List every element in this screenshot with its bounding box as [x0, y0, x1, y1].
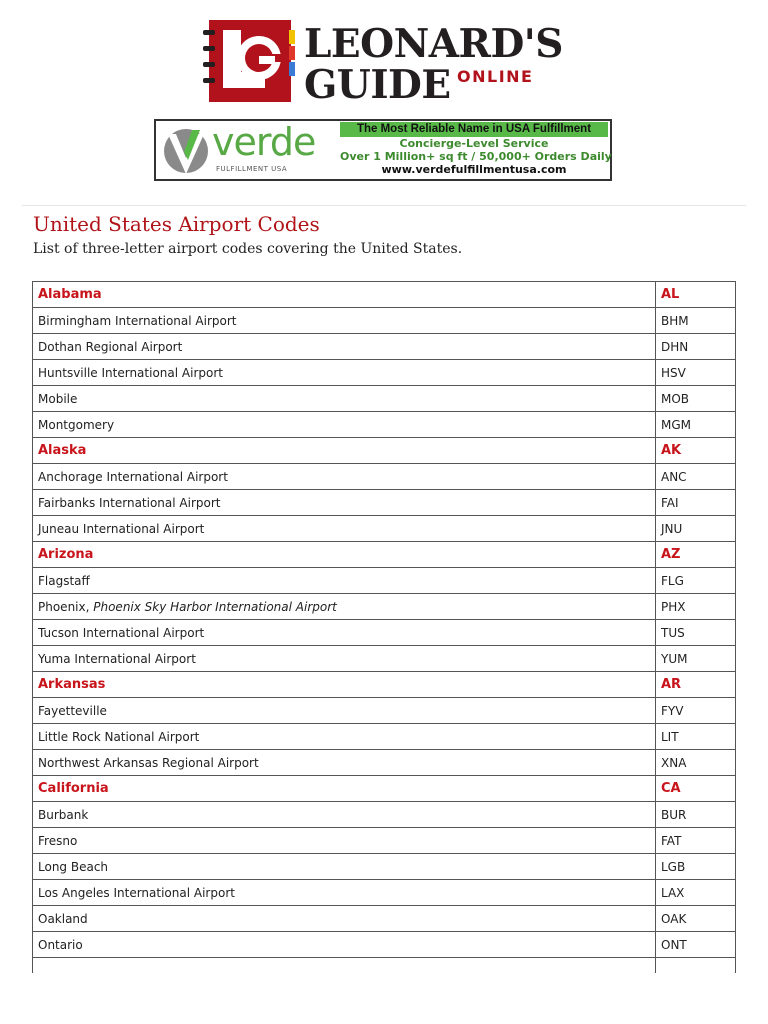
- table-row: [33, 516, 736, 542]
- state-code-cell: AR: [656, 672, 736, 698]
- airport-name-cell: [33, 854, 656, 880]
- table-row: [33, 620, 736, 646]
- airport-code-cell: JNU: [656, 516, 736, 542]
- verde-ad-banner[interactable]: [154, 119, 612, 181]
- airport-code-cell: LAX: [656, 880, 736, 906]
- airport-name-cell: [33, 334, 656, 360]
- airport-name-cell: [33, 568, 656, 594]
- airport-name: Fairbanks International Airport: [38, 495, 221, 510]
- airport-name-cell: [33, 724, 656, 750]
- airport-code-cell: LIT: [656, 724, 736, 750]
- table-row: [33, 568, 736, 594]
- state-name-cell: [33, 672, 656, 698]
- state-header-row: [33, 438, 736, 464]
- table-row: [33, 412, 736, 438]
- table-row: [33, 334, 736, 360]
- table-row: [33, 464, 736, 490]
- table-row: [33, 750, 736, 776]
- ad-line-1: Concierge-Level Service: [399, 137, 549, 150]
- logo-line-1: LEONARD'S: [304, 21, 563, 67]
- state-code-cell: CA: [656, 776, 736, 802]
- page-description: List of three-letter airport codes covering the United States.: [33, 241, 463, 257]
- airport-name: Mobile: [38, 391, 78, 406]
- airport-code-cell: FYV: [656, 698, 736, 724]
- state-name-cell: [33, 776, 656, 802]
- airport-name: Tucson International Airport: [38, 625, 205, 640]
- table-row: [33, 594, 736, 620]
- verde-sub: FULFILLMENT USA: [216, 165, 288, 173]
- state-name: Arkansas: [38, 677, 106, 692]
- state-header-row: [33, 672, 736, 698]
- verde-ad-text: [340, 122, 612, 178]
- state-name: Alabama: [38, 287, 102, 302]
- airport-name: Huntsville International Airport: [38, 365, 223, 380]
- table-row: [33, 360, 736, 386]
- state-header-row: [33, 542, 736, 568]
- airport-name-cell: [33, 490, 656, 516]
- verde-logo: [160, 120, 338, 179]
- site-logo[interactable]: [203, 18, 573, 106]
- table-row: [33, 854, 736, 880]
- airport-name: Fayetteville: [38, 703, 107, 718]
- airport-code-cell: XNA: [656, 750, 736, 776]
- airport-name: Ontario: [38, 937, 83, 952]
- table-row: [33, 802, 736, 828]
- airport-name-cell: [33, 828, 656, 854]
- state-name: Alaska: [38, 443, 87, 458]
- airport-name: Flagstaff: [38, 573, 90, 588]
- airport-name: Phoenix,: [38, 599, 94, 614]
- airport-name-cell: [33, 698, 656, 724]
- airport-name: Anchorage International Airport: [38, 469, 228, 484]
- airport-code-cell: HSV: [656, 360, 736, 386]
- table-row: [33, 958, 736, 974]
- airport-name-cell: [33, 880, 656, 906]
- airport-code-cell: BUR: [656, 802, 736, 828]
- airport-code-cell: MGM: [656, 412, 736, 438]
- airport-code-cell: PHX: [656, 594, 736, 620]
- ad-headline: The Most Reliable Name in USA Fulfillment: [340, 122, 608, 137]
- ad-line-2: Over 1 Million+ sq ft / 50,000+ Orders Daily: [340, 150, 612, 163]
- table-row: [33, 724, 736, 750]
- state-name-cell: [33, 282, 656, 308]
- state-name-cell: [33, 542, 656, 568]
- airport-name-cell: [33, 386, 656, 412]
- airport-name: Birmingham International Airport: [38, 313, 237, 328]
- airport-codes-table-wrapper: [32, 281, 736, 973]
- airport-alt-name: Phoenix Sky Harbor International Airport: [93, 599, 337, 614]
- airport-name-cell: [33, 516, 656, 542]
- page-title: United States Airport Codes: [33, 212, 320, 236]
- airport-name-cell: [33, 906, 656, 932]
- airport-codes-table-body: [33, 282, 736, 974]
- airport-code-cell: MOB: [656, 386, 736, 412]
- airport-code-cell: ONT: [656, 932, 736, 958]
- airport-name-cell: [33, 594, 656, 620]
- state-code-cell: AZ: [656, 542, 736, 568]
- airport-name-cell: [33, 620, 656, 646]
- airport-name: Northwest Arkansas Regional Airport: [38, 755, 259, 770]
- airport-name-cell: [33, 646, 656, 672]
- state-code-cell: AK: [656, 438, 736, 464]
- table-row: [33, 932, 736, 958]
- airport-name: Dothan Regional Airport: [38, 339, 183, 354]
- table-row: [33, 386, 736, 412]
- lg-monogram-icon: [203, 20, 295, 102]
- airport-name: Little Rock National Airport: [38, 729, 200, 744]
- airport-name-cell: [33, 750, 656, 776]
- airport-code-cell: LGB: [656, 854, 736, 880]
- state-code-cell: AL: [656, 282, 736, 308]
- airport-code-cell: [656, 958, 736, 974]
- airport-name-cell: [33, 360, 656, 386]
- airport-code-cell: FAT: [656, 828, 736, 854]
- table-row: [33, 490, 736, 516]
- airport-name-cell: [33, 412, 656, 438]
- verde-v-icon: [162, 124, 212, 178]
- state-name-cell: [33, 438, 656, 464]
- verde-brand: verde: [212, 120, 316, 164]
- airport-code-cell: ANC: [656, 464, 736, 490]
- table-row: [33, 828, 736, 854]
- airport-code-cell: FLG: [656, 568, 736, 594]
- table-row: [33, 880, 736, 906]
- airport-codes-table: [32, 281, 736, 973]
- airport-name: Burbank: [38, 807, 89, 822]
- state-name: Arizona: [38, 547, 94, 562]
- airport-name: Long Beach: [38, 859, 109, 874]
- airport-name-cell: [33, 464, 656, 490]
- airport-code-cell: FAI: [656, 490, 736, 516]
- airport-name: Yuma International Airport: [38, 651, 196, 666]
- table-row: [33, 646, 736, 672]
- state-name: California: [38, 781, 109, 796]
- airport-name-cell: [33, 308, 656, 334]
- airport-name-cell: [33, 958, 656, 974]
- airport-name: Juneau International Airport: [38, 521, 205, 536]
- table-row: [33, 906, 736, 932]
- airport-code-cell: BHM: [656, 308, 736, 334]
- airport-name-cell: [33, 802, 656, 828]
- airport-code-cell: DHN: [656, 334, 736, 360]
- logo-line-2: GUIDE: [304, 62, 451, 108]
- airport-name: Oakland: [38, 911, 88, 926]
- ad-url: www.verdefulfillmentusa.com: [381, 163, 567, 176]
- airport-name-cell: [33, 932, 656, 958]
- airport-name: Montgomery: [38, 417, 115, 432]
- airport-name: Fresno: [38, 833, 78, 848]
- header-divider: [22, 205, 746, 206]
- airport-code-cell: OAK: [656, 906, 736, 932]
- airport-code-cell: YUM: [656, 646, 736, 672]
- state-header-row: [33, 776, 736, 802]
- airport-name: Los Angeles International Airport: [38, 885, 235, 900]
- state-header-row: [33, 282, 736, 308]
- logo-online-tag: ONLINE: [457, 67, 534, 86]
- airport-code-cell: TUS: [656, 620, 736, 646]
- table-row: [33, 308, 736, 334]
- table-row: [33, 698, 736, 724]
